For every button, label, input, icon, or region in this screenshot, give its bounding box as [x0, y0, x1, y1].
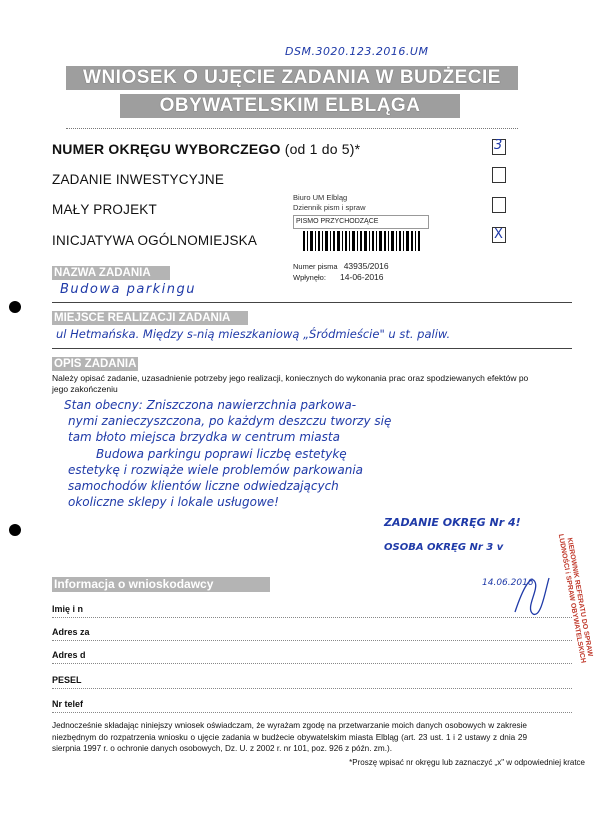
name-underline	[52, 302, 572, 303]
field-name-line[interactable]	[52, 617, 572, 618]
district-label: NUMER OKRĘGU WYBORCZEGO	[52, 141, 281, 157]
punch-hole	[9, 301, 21, 313]
form-title-line1: WNIOSEK O UJĘCIE ZADANIA W BUDŻECIE	[66, 66, 518, 90]
note-district-4: ZADANIE OKRĘG Nr 4!	[384, 516, 521, 529]
field-phone-line[interactable]	[52, 712, 572, 713]
task-name-value: Budowa parkingu	[60, 282, 197, 297]
side-official-stamp	[555, 528, 595, 678]
stamp-date-label: Wpłynęło:	[293, 273, 326, 282]
option-checkbox-citywide[interactable]	[492, 227, 506, 243]
stamp-number-value: 43935/2016	[343, 261, 389, 271]
barcode-icon	[293, 231, 429, 253]
section-name-label: NAZWA ZADANIA	[52, 266, 170, 280]
title-rule	[66, 128, 518, 129]
task-place-value: ul Hetmańska. Między s-nią mieszkaniową „Śródmieście" u st. paliw.	[56, 327, 451, 341]
handwritten-reference: DSM.3020.123.2016.UM	[285, 45, 429, 58]
description-line-7: okoliczne sklepy i lokale usługowe!	[68, 495, 279, 509]
field-correspondence-line[interactable]	[52, 663, 572, 664]
description-instruction: Należy opisać zadanie, uzasadnienie potrzeby jego realizacji, koniecznych do wykonania prac oraz spodziewanych efektów po jego zakończeniu	[52, 373, 529, 394]
field-address-label: Adres za	[52, 627, 90, 637]
option-checkbox-small-project[interactable]	[492, 197, 506, 213]
punch-hole	[9, 524, 21, 536]
district-row	[52, 141, 360, 157]
side-stamp-text: KIEROWNIK REFERATU DO SPRAW LUDNOŚCI i SPRAW OBYWATELSKICH	[556, 533, 594, 664]
signature-date: 14.06.2016	[482, 578, 534, 588]
description-line-6: samochodów klientów liczne odwiedzających	[68, 479, 339, 493]
description-line-1: Stan obecny: Zniszczona nawierzchnia parkowa-	[64, 398, 357, 412]
field-pesel-label: PESEL	[52, 675, 82, 685]
stamp-office: Biuro UM Elbląg	[293, 193, 348, 202]
footnote-text: *Proszę wpisać nr okręgu lub zaznaczyć „x" w odpowiedniej kratce	[349, 758, 585, 767]
stamp-incoming: PISMO PRZYCHODZĄCE	[293, 215, 429, 229]
stamp-number-label: Numer pisma	[293, 262, 338, 271]
consent-text: Jednocześnie składając niniejszy wniosek oświadczam, że wyrażam zgodę na przetwarzanie moich danych osobowych w zakresie niezbędnym do rozpatrzenia wniosku o ujęcie zadania w budżecie obywatelskim miasta Elbląg (art. 23 ust. 1 i 2 ustawy z dnia 29 sierpnia 1997 r. o ochronie danych osobowych, Dz. U. z 2002 r. nr 101, poz. 926 z późn. zm.).	[52, 721, 527, 753]
section-applicant-label: Informacja o wnioskodawcy	[52, 577, 270, 592]
district-range: (od 1 do 5)*	[284, 141, 361, 157]
note-district-3: OSOBA OKRĘG Nr 3 v	[384, 542, 504, 553]
option-checkbox-investment[interactable]	[492, 167, 506, 183]
field-correspondence-label: Adres d	[52, 650, 86, 660]
option-label-investment: ZADANIE INWESTYCYJNE	[52, 172, 225, 187]
field-address-line[interactable]	[52, 640, 572, 641]
section-place-label: MIEJSCE REALIZACJI ZADANIA	[52, 311, 248, 325]
section-description-label: OPIS ZADANIA	[54, 358, 137, 370]
option-label-citywide: INICJATYWA OGÓLNOMIEJSKA	[52, 233, 258, 248]
field-phone-label: Nr telef	[52, 699, 84, 709]
handwritten-signature-icon	[505, 568, 555, 618]
field-pesel-line[interactable]	[52, 688, 572, 689]
description-line-5: estetykę i rozwiąże wiele problemów parkowania	[68, 463, 364, 477]
description-line-4: Budowa parkingu poprawi liczbę estetykę	[96, 447, 347, 461]
district-box[interactable]	[492, 139, 506, 155]
district-value: 3	[494, 138, 503, 153]
registry-stamp	[293, 193, 429, 282]
description-line-2: nymi zanieczyszczona, po każdym deszczu tworzy się	[68, 414, 392, 428]
stamp-journal: Dziennik pism i spraw	[293, 203, 366, 212]
field-name-label: Imię i n	[52, 604, 84, 614]
form-title-line2: OBYWATELSKIM ELBLĄGA	[120, 94, 460, 118]
option-label-small-project: MAŁY PROJEKT	[52, 202, 157, 217]
description-line-3: tam błoto miejsca brzydka w centrum miasta	[68, 430, 340, 444]
citywide-check-mark: X	[494, 227, 503, 242]
place-underline	[52, 348, 572, 349]
stamp-date-value: 14-06-2016	[340, 272, 384, 282]
